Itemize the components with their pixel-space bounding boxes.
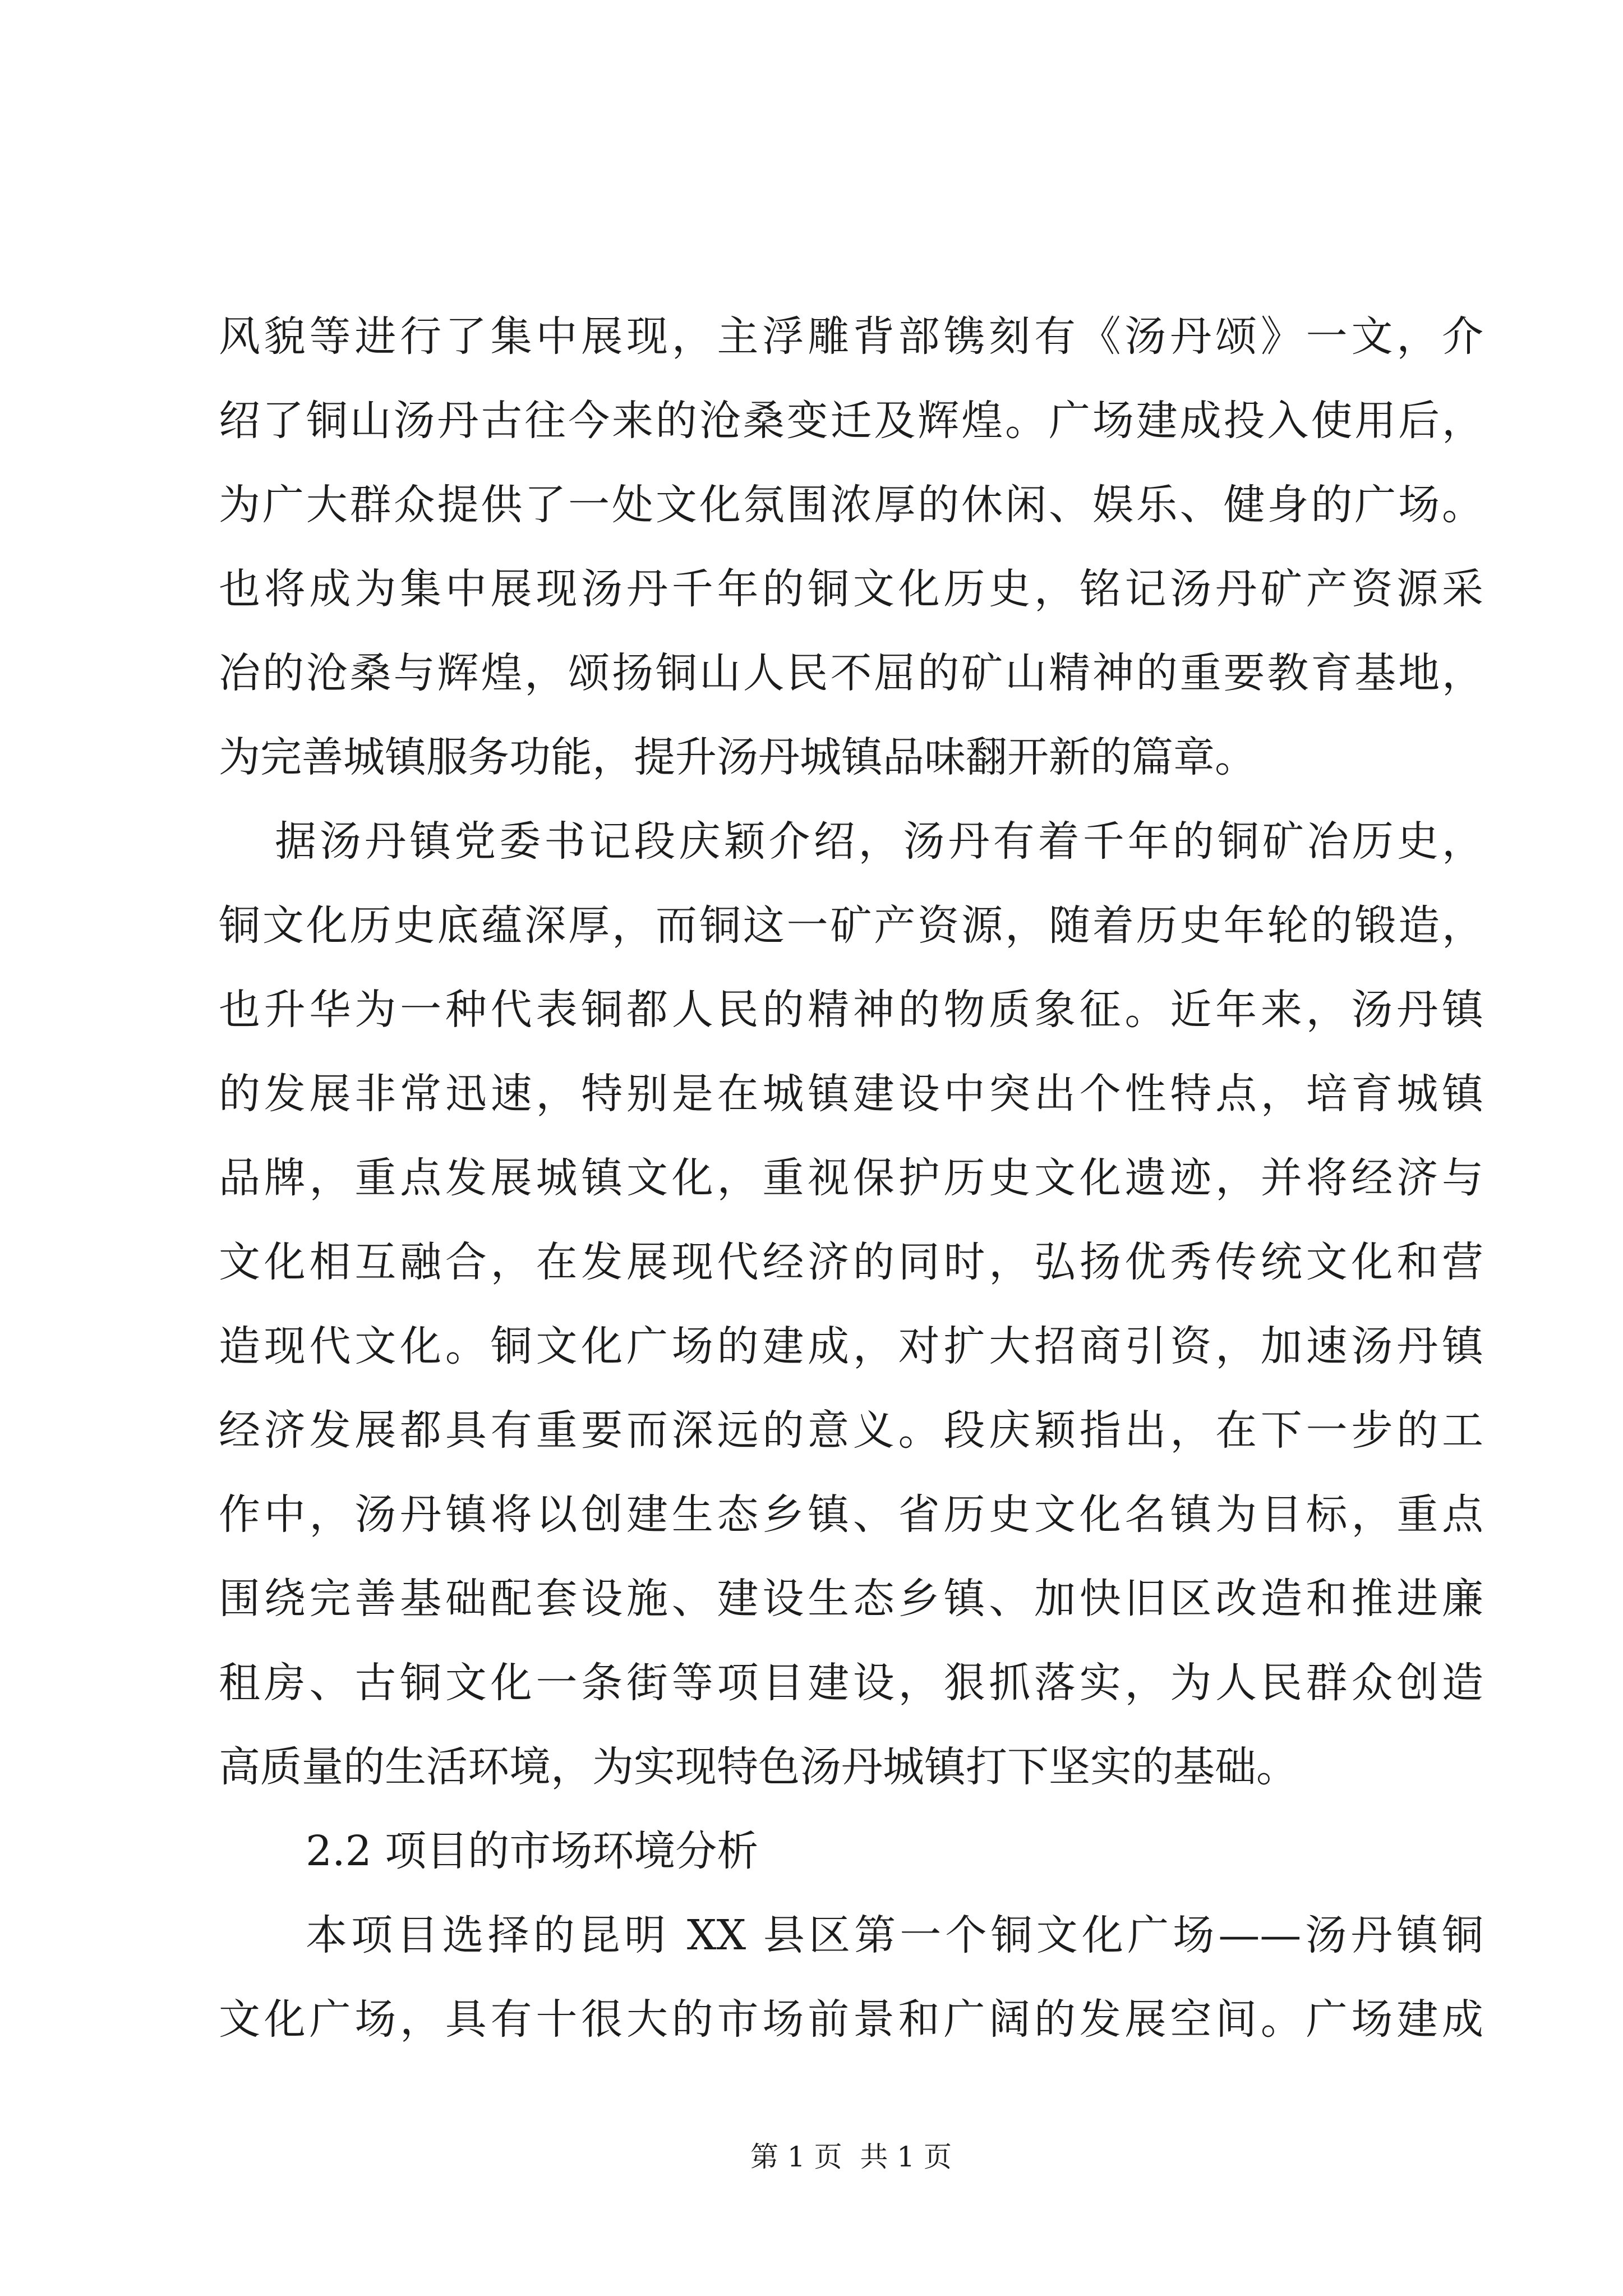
text-line: 文化广场，具有十很大的市场前景和广阔的发展空间。广场建成 xyxy=(219,1995,1483,2044)
text-line: 高质量的生活环境，为实现特色汤丹城镇打下坚实的基础。 xyxy=(219,1743,1298,1791)
paragraph-start-line: 本项目选择的昆明 XX 县区第一个铜文化广场——汤丹镇铜 xyxy=(306,1911,1483,1959)
text-line: 造现代文化。铜文化广场的建成，对扩大招商引资，加速汤丹镇 xyxy=(219,1322,1483,1370)
page-footer: 第 1 页 共 1 页 xyxy=(750,2141,952,2173)
text-line: 的发展非常迅速，特别是在城镇建设中突出个性特点，培育城镇 xyxy=(219,1070,1483,1118)
text-line: 围绕完善基础配套设施、建设生态乡镇、加快旧区改造和推进廉 xyxy=(219,1575,1483,1623)
text-line: 品牌，重点发展城镇文化，重视保护历史文化遗迹，并将经济与 xyxy=(219,1154,1483,1202)
text-line: 风貌等进行了集中展现，主浮雕背部镌刻有《汤丹颂》一文，介 xyxy=(219,312,1483,361)
text-line: 经济发展都具有重要而深远的意义。段庆颖指出，在下一步的工 xyxy=(219,1406,1483,1455)
text-line: 文化相互融合，在发展现代经济的同时，弘扬优秀传统文化和营 xyxy=(219,1238,1483,1286)
text-line: 铜文化历史底蕴深厚，而铜这一矿产资源，随着历史年轮的锻造， xyxy=(219,901,1483,950)
paragraph-start-line: 据汤丹镇党委书记段庆颖介绍，汤丹有着千年的铜矿冶历史， xyxy=(275,817,1483,866)
text-line: 也升华为一种代表铜都人民的精神的物质象征。近年来，汤丹镇 xyxy=(219,986,1483,1034)
section-heading: 2.2 项目的市场环境分析 xyxy=(306,1827,759,1875)
text-line: 也将成为集中展现汤丹千年的铜文化历史，铭记汤丹矿产资源采 xyxy=(219,565,1483,613)
document-body xyxy=(219,295,1483,2062)
text-line: 为完善城镇服务功能，提升汤丹城镇品味翻开新的篇章。 xyxy=(219,733,1256,781)
text-line: 租房、古铜文化一条街等项目建设，狠抓落实，为人民群众创造 xyxy=(219,1659,1483,1707)
text-line: 为广大群众提供了一处文化氛围浓厚的休闲、娱乐、健身的广场。 xyxy=(219,481,1483,529)
text-line: 冶的沧桑与辉煌，颂扬铜山人民不屈的矿山精神的重要教育基地， xyxy=(219,649,1483,697)
text-line: 绍了铜山汤丹古往今来的沧桑变迁及辉煌。广场建成投入使用后， xyxy=(219,397,1483,445)
text-line: 作中，汤丹镇将以创建生态乡镇、省历史文化名镇为目标，重点 xyxy=(219,1490,1483,1539)
